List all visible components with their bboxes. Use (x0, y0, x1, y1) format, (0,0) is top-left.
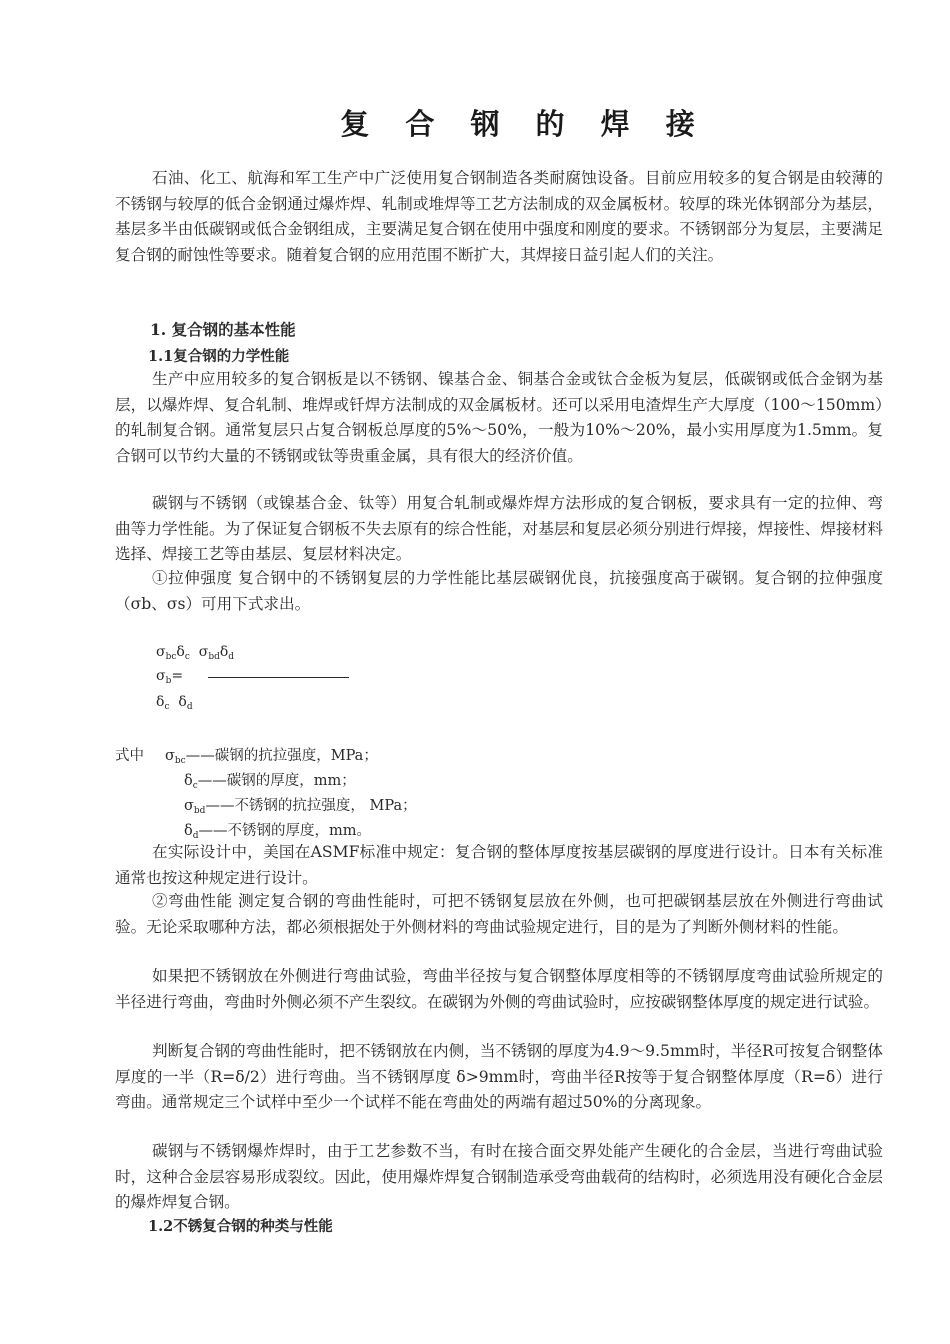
definition-sigma-bd: $\sigma_{bd}——$不锈钢的抗拉强度， MPa； (184, 798, 417, 816)
paragraph-asmf-standard: 在实际设计中，美国在ASMF标准中规定：复合钢的整体厚度按基层碳钢的厚度进行设计。日本有关标准通常也按这种规定进行设计。 (115, 843, 883, 887)
paragraph-materials: 生产中应用较多的复合钢板是以不锈钢、镍基合金、铜基合金或钛合金板为复层，低碳钢或低合金钢为基层，以爆炸焊、复合轧制、堆焊或钎焊方法制成的双金属板材。还可以采用电渣焊生产大厚度（100～150mm）的轧制复合钢。通常复层只占复合钢板总厚度的5%～50%，一般为10%～20%，最小实用厚度为1.5mm。复合钢可以节约大量的不锈钢或钛等贵重金属，具有很大的经济价值。 (115, 370, 883, 465)
paragraph-tensile-strength: ①拉伸强度 复合钢中的不锈钢复层的力学性能比基层碳钢优良，抗接强度高于碳钢。复合钢的拉伸强度（σb、σs）可用下式求出。 (115, 569, 883, 613)
definition-sigma-bc: $\sigma_{bc}——$碳钢的抗拉强度，MPa； (165, 748, 378, 766)
formula-denominator: $\delta_c$ $\delta_d$ (156, 694, 193, 712)
paragraph-bending-performance: ②弯曲性能 测定复合钢的弯曲性能时，可把不锈钢复层放在外侧，也可把碳钢基层放在外侧进行弯曲试验。无论采取哪种方法，都必须根据处于外侧材料的弯曲试验规定进行，目的是为了判断外侧材料的性能。 (115, 892, 883, 936)
section-heading-1-2: 1.2不锈复合钢的种类与性能 (148, 1218, 333, 1235)
definition-delta-c: $\delta_c——$碳钢的厚度，mm； (184, 773, 356, 791)
document-title: 复 合 钢 的 焊 接 (340, 107, 708, 141)
intro-paragraph: 石油、化工、航海和军工生产中广泛使用复合钢制造各类耐腐蚀设备。目前应用较多的复合钢是由较薄的不锈钢与较厚的低合金钢通过爆炸焊、轧制或堆焊等工艺方法制成的双金属板材。较厚的珠光体钢部分为基层，基层多半由低碳钢或低合金钢组成，主要满足复合钢在使用中强度和刚度的要求。不锈钢部分为复层，主要满足复合钢的耐蚀性等要求。随着复合钢的应用范围不断扩大，其焊接日益引起人们的关注。 (115, 169, 883, 264)
section-heading-1-1: 1.1复合钢的力学性能 (148, 348, 290, 365)
definition-delta-d: $\delta_d——$不锈钢的厚度，mm。 (184, 823, 371, 841)
paragraph-mechanical-requirements: 碳钢与不锈钢（或镍基合金、钛等）用复合轧制或爆炸焊方法形成的复合钢板，要求具有一定的拉伸、弯曲等力学性能。为了保证复合钢板不失去原有的综合性能，对基层和复层必须分别进行焊接，焊接性、焊接材料选择、焊接工艺等由基层、复层材料决定。 (115, 494, 883, 563)
paragraph-explosive-welding: 碳钢与不锈钢爆炸焊时，由于工艺参数不当，有时在接合面交界处能产生硬化的合金层，当进行弯曲试验时，这种合金层容易形成裂纹。因此，使用爆炸焊复合钢制造承受弯曲载荷的结构时，必须选用没有硬化合金层的爆炸焊复合钢。 (115, 1142, 883, 1211)
fraction-line (208, 677, 349, 678)
section-heading-1: 1. 复合钢的基本性能 (150, 320, 296, 339)
paragraph-bending-outside: 如果把不锈钢放在外侧进行弯曲试验，弯曲半径按与复合钢整体厚度相等的不锈钢厚度弯曲试验所规定的半径进行弯曲，弯曲时外侧必须不产生裂纹。在碳钢为外侧的弯曲试验时，应按碳钢整体厚度的规定进行试验。 (115, 967, 883, 1011)
paragraph-bending-radius: 判断复合钢的弯曲性能时，把不锈钢放在内侧，当不锈钢的厚度为4.9～9.5mm时，半径R可按复合钢整体厚度的一半（R=δ/2）进行弯曲。当不锈钢厚度 δ>9mm时，弯曲半径R按等于复合钢整体厚度（R=δ）进行弯曲。通常规定三个试样中至少一个试样不能在弯曲处的两端有超过50%的分离现象。 (115, 1042, 883, 1111)
formula-numerator: $\sigma_{bc}\delta_c$ $\sigma_{bd}\delta_d$ (156, 644, 235, 662)
formula-lhs: $\sigma_b=$ (156, 668, 184, 686)
definition-label: 式中 (115, 748, 144, 764)
